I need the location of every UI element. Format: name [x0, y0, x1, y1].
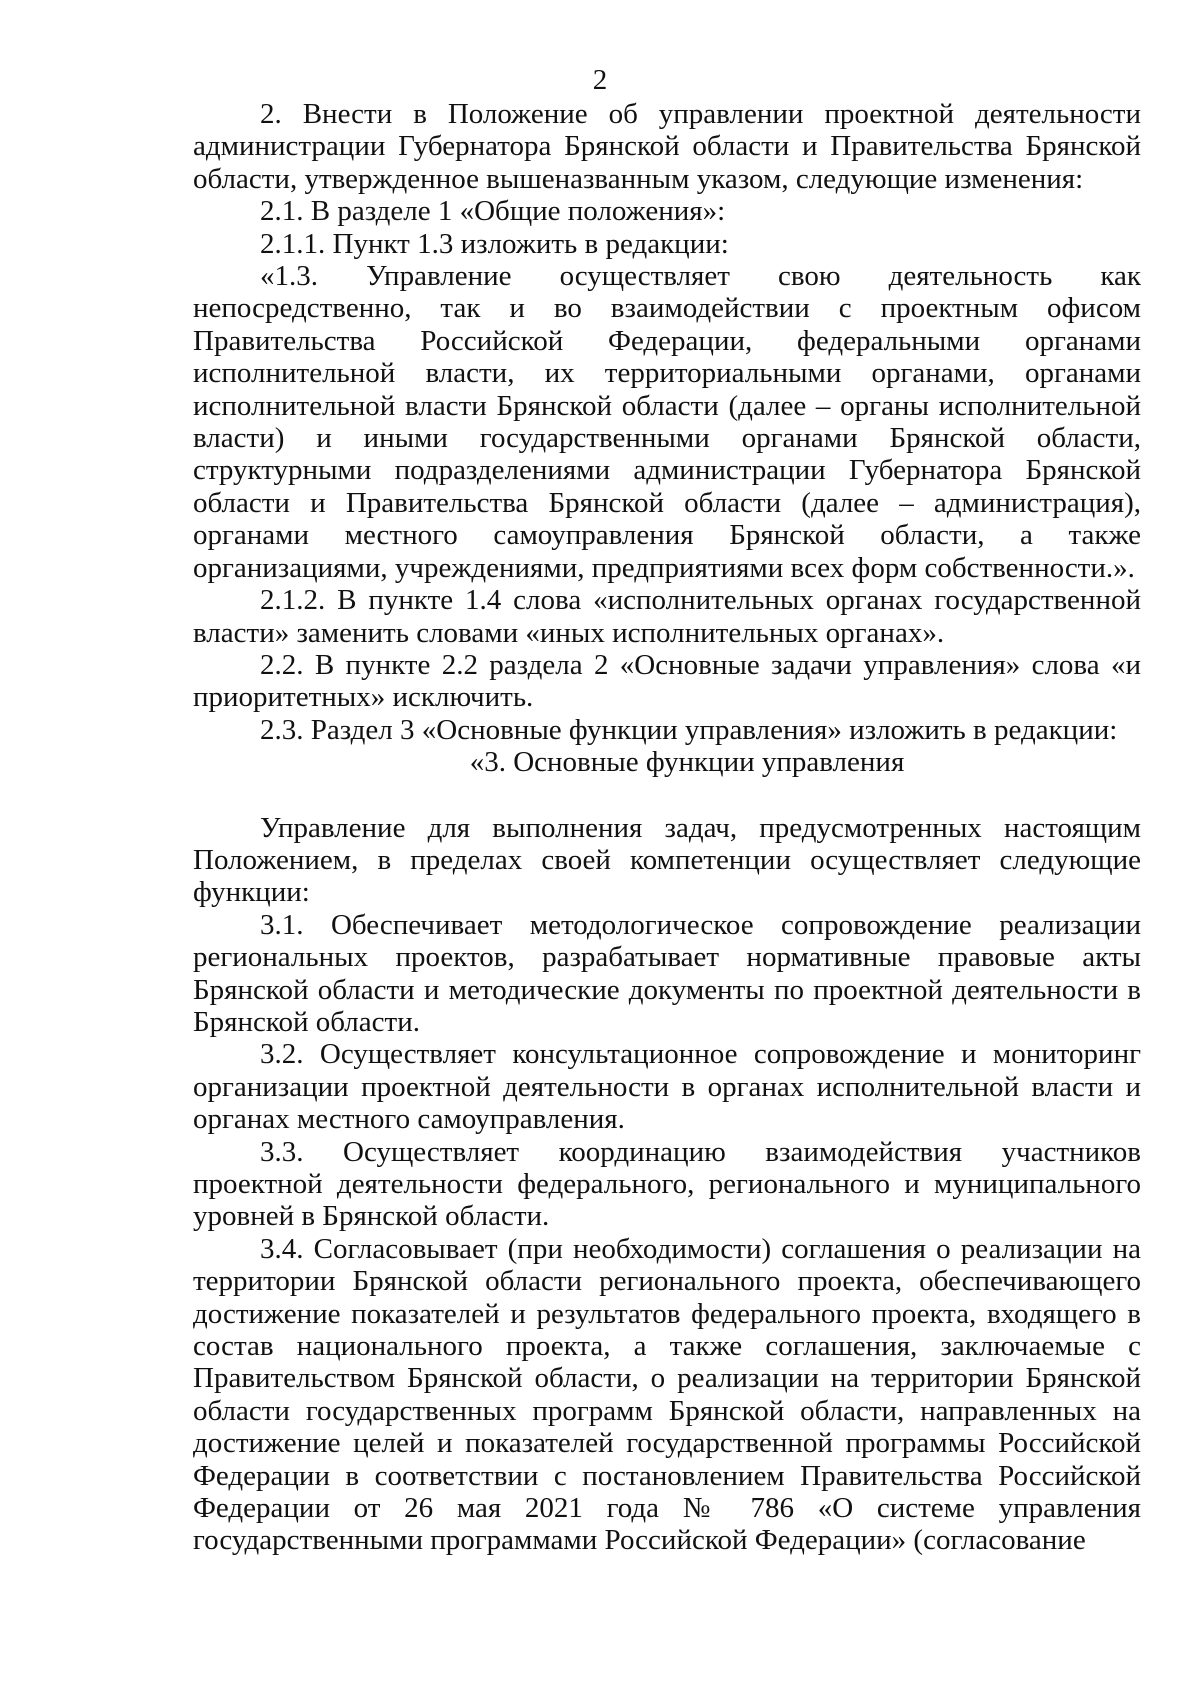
paragraph-2-1-1: 2.1.1. Пункт 1.3 изложить в редакции:: [260, 227, 729, 260]
page-number: 2: [592, 64, 608, 96]
paragraph-2-3: 2.3. Раздел 3 «Основные функции управления» изложить в редакции:: [260, 713, 1118, 746]
paragraph-2-2: 2.2. В пункте 2.2 раздела 2 «Основные задачи управления» слова «и приоритетных» исключить.: [193, 648, 1141, 714]
paragraph-2: 2. Внести в Положение об управлении проектной деятельности администрации Губернатора Брянской области и Правительства Брянской области, утвержденное вышеназванным указом, следующие изменения:: [193, 98, 1141, 195]
section-3-heading: «3. Основные функции управления: [469, 746, 905, 779]
paragraph-3-4: 3.4. Согласовывает (при необходимости) соглашения о реализации на территории Брянской области регионального проекта, обеспечивающего достижение показателей и результатов федерального проекта, входящего в состав национального проекта, а также соглашения, заключаемые с Правительством Брянской области, о реализации на территории Брянской области государственных программ Брянской области, направленных на достижение целей и показателей государственной программы Российской Федерации в соответствии с постановлением Правительства Российской Федерации от 26 мая 2021 года № 786 «О системе управления государственными программами Российской Федерации» (согласование: [193, 1232, 1141, 1557]
paragraph-2-1: 2.1. В разделе 1 «Общие положения»:: [260, 195, 726, 228]
paragraph-3-1: 3.1. Обеспечивает методологическое сопровождение реализации региональных проектов, разрабатывает нормативные правовые акты Брянской области и методические документы по проектной деятельности в Брянской области.: [193, 908, 1141, 1038]
paragraph-1-3-quote: «1.3. Управление осуществляет свою деятельность как непосредственно, так и во взаимодействии с проектным офисом Правительства Российской Федерации, федеральными органами исполнительной власти, их территориальными органами, органами исполнительной власти Брянской области (далее – органы исполнительной власти) и иными государственными органами Брянской области, структурными подразделениями администрации Губернатора Брянской области и Правительства Брянской области (далее – администрация), органами местного самоуправления Брянской области, а также организациями, учреждениями, предприятиями всех форм собственности.».: [193, 260, 1141, 584]
paragraph-2-1-2: 2.1.2. В пункте 1.4 слова «исполнительных органах государственной власти» заменить словами «иных исполнительных органах».: [193, 584, 1141, 649]
document-body: [193, 98, 1141, 1557]
paragraph-3-2: 3.2. Осуществляет консультационное сопровождение и мониторинг организации проектной деятельности в органах исполнительной власти и органах местного самоуправления.: [193, 1038, 1141, 1136]
section-3-intro: Управление для выполнения задач, предусмотренных настоящим Положением, в пределах своей компетенции осуществляет следующие функции:: [193, 811, 1141, 909]
paragraph-3-3: 3.3. Осуществляет координацию взаимодействия участников проектной деятельности федерального, регионального и муниципального уровней в Брянской области.: [193, 1135, 1141, 1233]
blank-line: [193, 779, 1141, 812]
